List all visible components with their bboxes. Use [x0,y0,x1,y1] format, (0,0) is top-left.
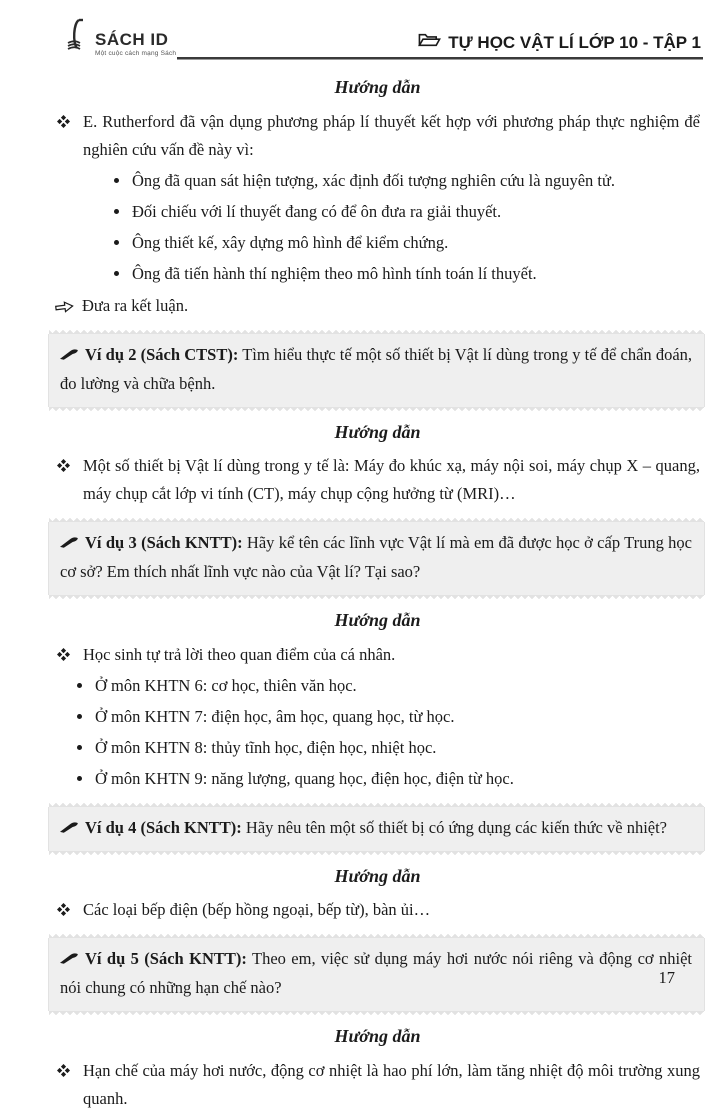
page-content [55,64,700,1115]
list-item-text: Ở môn KHTN 6: cơ học, thiên văn học. [95,675,357,695]
page-number: 17 [658,968,675,987]
logo-name: SÁCH ID [95,29,169,49]
guide-heading: Hướng dẫn [334,421,421,442]
guide-heading: Hướng dẫn [334,1026,421,1047]
example-2-box [48,334,705,407]
list-item-text: Ở môn KHTN 8: thủy tĩnh học, điện học, nhiệt học. [95,737,437,757]
diamond-bullet-icon [57,115,70,128]
list-item [108,167,700,195]
list-item [71,765,700,793]
book-title [418,32,701,57]
list-item-text: Ông đã quan sát hiện tượng, xác định đối tượng nghiên cứu là nguyên tử. [132,170,616,190]
guide-heading: Hướng dẫn [334,865,421,886]
example-text: Tìm hiểu thực tế một số thiết bị Vật lí dùng trong y tế để chẩn đoán, đo lường và chữa bệnh. [60,344,693,393]
list-item-text: Đối chiếu với lí thuyết đang có để ôn đưa ra giải thuyết. [132,201,502,221]
pen-icon [60,952,79,965]
bullet-dot-icon [77,745,82,750]
list-item [71,734,700,762]
example-4-box [48,807,705,851]
example-label: Ví dụ 3 (Sách KNTT): [85,533,243,553]
paragraph-text: Hạn chế của máy hơi nước, động cơ nhiệt là hao phí lớn, làm tăng nhiệt độ môi trường xung quanh. [83,1060,700,1108]
bullet-dot-icon [114,178,119,183]
solution-paragraph [55,108,700,164]
conclusion-text: Đưa ra kết luận. [82,295,189,315]
example-label: Ví dụ 4 (Sách KNTT): [85,817,242,837]
folder-icon [418,32,441,53]
logo-tagline: Một cuộc cách mạng Sách [95,49,177,57]
bullet-dot-icon [77,776,82,781]
solution-paragraph [55,641,700,669]
pen-icon [60,348,79,361]
conclusion-line [55,292,700,320]
book-logo-icon [66,18,93,57]
list-item [71,672,700,700]
example-label: Ví dụ 5 (Sách KNTT): [85,949,247,969]
paragraph-text: Một số thiết bị Vật lí dùng trong y tế là: Máy đo khúc xạ, máy nội soi, máy chụp X – quang, máy chụp cắt lớp vi tính (CT), máy chụp cộng hưởng từ (MRI)… [83,456,700,504]
example-5-box [48,938,705,1011]
bullet-dot-icon [77,714,82,719]
bullet-dot-icon [77,683,82,688]
bullet-dot-icon [114,271,119,276]
guide-heading: Hướng dẫn [334,610,421,631]
page-header [66,18,701,57]
list-item-text: Ông thiết kế, xây dựng mô hình để kiểm chứng. [132,232,449,252]
diamond-bullet-icon [57,903,70,916]
example-text: Theo em, việc sử dụng máy hơi nước nói riêng và động cơ nhiệt nói chung có những hạn chế nào? [60,949,693,998]
diamond-bullet-icon [57,648,70,661]
example-label: Ví dụ 2 (Sách CTST): [85,344,239,364]
diamond-bullet-icon [57,1064,70,1077]
solution-paragraph [55,896,700,924]
bullet-dot-icon [114,209,119,214]
list-item-text: Ông đã tiến hành thí nghiệm theo mô hình tính toán lí thuyết. [132,263,537,283]
guide-heading: Hướng dẫn [334,77,421,97]
arrow-right-icon [54,299,75,315]
bullet-dot-icon [114,240,119,245]
solution-paragraph [55,1057,700,1113]
logo-text-block [95,31,176,58]
example-3-box [48,522,705,595]
list-item-text: Ở môn KHTN 7: điện học, âm học, quang học, từ học. [95,706,455,726]
solution-paragraph [55,452,700,508]
pen-icon [60,821,79,834]
pen-icon [60,536,79,549]
list-item [108,229,700,257]
list-item [108,260,700,288]
publisher-logo [66,18,176,57]
paragraph-text: E. Rutherford đã vận dụng phương pháp lí thuyết kết hợp với phương pháp thực nghiệm để nghiên cứu vấn đề này vì: [83,111,700,159]
list-item [108,198,700,226]
paragraph-text: Học sinh tự trả lời theo quan điểm của cá nhân. [83,644,396,664]
diamond-bullet-icon [57,459,70,472]
bullet-list [108,167,700,288]
book-title-text: TỰ HỌC VẬT LÍ LỚP 10 - TẬP 1 [448,32,701,52]
example-text: Hãy nêu tên một số thiết bị có ứng dụng các kiến thức về nhiệt? [245,817,668,837]
list-item [71,703,700,731]
list-item-text: Ở môn KHTN 9: năng lượng, quang học, điện học, điện từ học. [95,768,514,788]
bullet-list [71,672,700,793]
header-divider [177,57,703,60]
example-text: Hãy kể tên các lĩnh vực Vật lí mà em đã được học ở cấp Trung học cơ sở? Em thích nhất lĩnh vực nào của Vật lí? Tại sao? [60,533,692,582]
paragraph-text: Các loại bếp điện (bếp hồng ngoại, bếp từ), bàn ủi… [83,900,431,920]
